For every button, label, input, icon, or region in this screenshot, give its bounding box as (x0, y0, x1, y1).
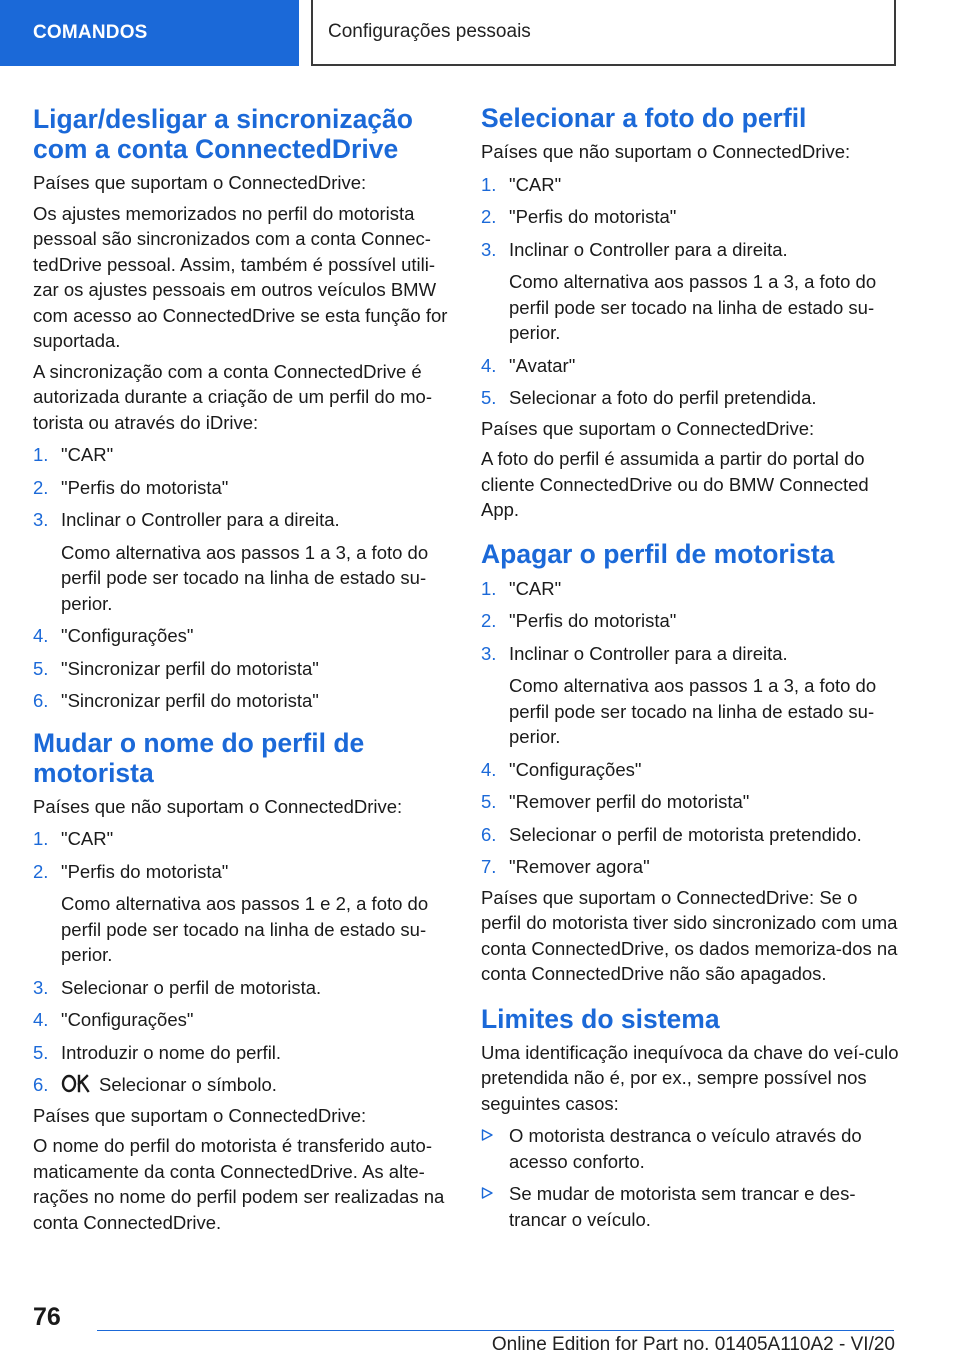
step-number: 1. (33, 444, 49, 465)
step-text: "Remover agora" (509, 856, 650, 877)
paragraph: Países que não suportam o ConnectedDrive: (33, 795, 403, 817)
step-number: 5. (33, 1041, 49, 1063)
step-note: Como alternativa aos passos 1 a 3, a foto do perfil pode ser tocado na linha de estado su‐perior. (61, 541, 429, 614)
step-text: "Perfis do motorista" (509, 206, 677, 227)
page-header (0, 0, 960, 66)
step-text: "Configurações" (61, 1009, 194, 1030)
left-column (33, 100, 451, 1235)
triangle-bullet-icon (481, 1129, 493, 1141)
right-column (481, 100, 899, 1232)
step-item (33, 826, 451, 852)
step-text: Inclinar o Controller para a direita. (509, 238, 788, 260)
section-tab: COMANDOS (0, 0, 299, 66)
step-number: 3. (33, 976, 49, 998)
step-text: "CAR" (509, 577, 562, 599)
step-number: 6. (481, 823, 497, 845)
step-item (33, 475, 451, 501)
step-number: 4. (33, 625, 49, 646)
paragraph: Países que suportam o ConnectedDrive: Se o perfil do motorista tiver sido sincronizado com uma conta ConnectedDrive, os dados memoriza‐dos na conta ConnectedDrive não são apagados. (481, 886, 898, 984)
step-number: 1. (33, 828, 49, 849)
section-title-sync: Ligar/desligar a sincronização com a conta ConnectedDrive (33, 104, 413, 164)
section-title-limits: Limites do sistema (481, 1003, 720, 1034)
step-item (481, 204, 899, 230)
step-number: 1. (481, 173, 497, 195)
paragraph: Países que suportam o ConnectedDrive: (33, 1104, 367, 1126)
step-text: Inclinar o Controller para a direita. (61, 509, 340, 530)
bullet-list-limits (481, 1123, 899, 1232)
step-number: 5. (33, 657, 49, 679)
step-note: Como alternativa aos passos 1 a 3, a foto do perfil pode ser tocado na linha de estado su‐perior. (509, 675, 877, 747)
paragraph: A sincronização com a conta ConnectedDrive é autorizada durante a criação de um perfil do mo‐torista ou através do iDrive: (33, 360, 432, 433)
step-number: 1. (481, 577, 497, 599)
step-item (481, 854, 899, 880)
step-note: Como alternativa aos passos 1 e 2, a foto do perfil pode ser tocado na linha de estado su‐perior. (61, 893, 429, 965)
step-item (481, 237, 899, 346)
step-item (33, 975, 451, 1001)
step-number: 6. (33, 690, 49, 711)
step-number: 2. (33, 476, 49, 498)
step-item (481, 789, 899, 815)
step-number: 4. (33, 1009, 49, 1030)
steps-list-sync (33, 442, 451, 714)
ok-icon (61, 1074, 91, 1093)
step-text: Inclinar o Controller para a direita. (509, 642, 788, 664)
step-item (481, 608, 899, 634)
step-item (481, 172, 899, 198)
step-item (33, 507, 451, 616)
paragraph: Países que suportam o ConnectedDrive: (33, 172, 367, 193)
step-text: "Sincronizar perfil do motorista" (61, 690, 319, 711)
step-number: 2. (481, 206, 497, 227)
step-text: Selecionar o perfil de motorista. (61, 976, 322, 998)
triangle-bullet-icon (481, 1187, 493, 1199)
step-item (33, 688, 451, 714)
step-text: Selecionar o símbolo. (99, 1074, 277, 1095)
paragraph: Os ajustes memorizados no perfil do motorista pessoal são sincronizados com a conta Connec‐tedDrive pessoal. Assim, também é possível utili‐zar os ajustes pessoais em outros veículos BMW com acesso ao ConnectedDrive se esta função for suportada. (33, 202, 448, 351)
step-text: "Perfis do motorista" (61, 860, 229, 882)
bullet-item (481, 1123, 899, 1174)
step-number: 3. (33, 509, 49, 530)
step-note: Como alternativa aos passos 1 a 3, a foto do perfil pode ser tocado na linha de estado su‐perior. (509, 271, 877, 343)
step-number: 5. (481, 791, 497, 812)
step-item (481, 576, 899, 602)
step-text: "Remover perfil do motorista" (509, 791, 750, 812)
step-text: Selecionar a foto do perfil pretendida. (509, 387, 817, 408)
step-text: "CAR" (61, 828, 114, 849)
bullet-text: O motorista destranca o veículo através do acesso conforto. (509, 1125, 862, 1172)
step-text: "Perfis do motorista" (509, 610, 677, 631)
footer-divider (97, 1330, 894, 1331)
bullet-item (481, 1181, 899, 1232)
page-number: 76 (33, 1303, 61, 1331)
footer-edition: Online Edition for Part no. 01405A110A2 - VI/20 (491, 1334, 895, 1355)
step-text: "CAR" (509, 173, 562, 195)
section-title-photo: Selecionar a foto do perfil (481, 103, 807, 133)
paragraph: Países que não suportam o ConnectedDrive: (481, 141, 851, 162)
step-text: "Sincronizar perfil do motorista" (61, 657, 319, 679)
chapter-title: Configurações pessoais (311, 0, 896, 66)
step-item (481, 641, 899, 750)
paragraph: Uma identificação inequívoca da chave do veí‐culo pretendida não é, por ex., sempre possível nos seguintes casos: (481, 1041, 899, 1114)
paragraph: A foto do perfil é assumida a partir do portal do cliente ConnectedDrive ou do BMW Connected App. (481, 448, 869, 520)
step-item (33, 656, 451, 682)
paragraph: O nome do perfil do motorista é transferido auto‐maticamente da conta ConnectedDrive. As alte‐rações no nome do perfil podem ser realizadas na conta ConnectedDrive. (33, 1135, 445, 1233)
step-item (33, 1040, 451, 1066)
step-item (33, 442, 451, 468)
step-item (481, 822, 899, 848)
step-item (33, 859, 451, 968)
step-item (481, 353, 899, 379)
bullet-text: Se mudar de motorista sem trancar e des‐trancar o veículo. (509, 1183, 856, 1230)
steps-list-rename (33, 826, 451, 1098)
step-text: Selecionar o perfil de motorista pretendido. (509, 823, 862, 845)
section-title-delete: Apagar o perfil de motorista (481, 538, 835, 569)
steps-list-delete (481, 576, 899, 880)
step-item (481, 757, 899, 783)
step-number: 5. (481, 387, 497, 408)
step-text: Introduzir o nome do perfil. (61, 1041, 282, 1063)
steps-list-photo (481, 172, 899, 411)
step-number: 2. (33, 860, 49, 882)
step-item (33, 623, 451, 649)
step-text: "Perfis do motorista" (61, 476, 229, 498)
step-text: "Configurações" (61, 625, 194, 646)
step-item (33, 1072, 451, 1098)
step-number: 4. (481, 354, 497, 376)
step-number: 3. (481, 238, 497, 260)
step-text: "CAR" (61, 444, 114, 465)
step-number: 3. (481, 642, 497, 664)
section-title-rename: Mudar o nome do perfil de motorista (33, 727, 365, 788)
step-item (33, 1007, 451, 1033)
step-item (481, 385, 899, 411)
step-number: 6. (33, 1074, 49, 1095)
step-number: 2. (481, 610, 497, 631)
step-number: 7. (481, 856, 497, 877)
step-text: "Configurações" (509, 758, 642, 780)
step-number: 4. (481, 758, 497, 780)
paragraph: Países que suportam o ConnectedDrive: (481, 417, 815, 439)
step-text: "Avatar" (509, 354, 576, 376)
